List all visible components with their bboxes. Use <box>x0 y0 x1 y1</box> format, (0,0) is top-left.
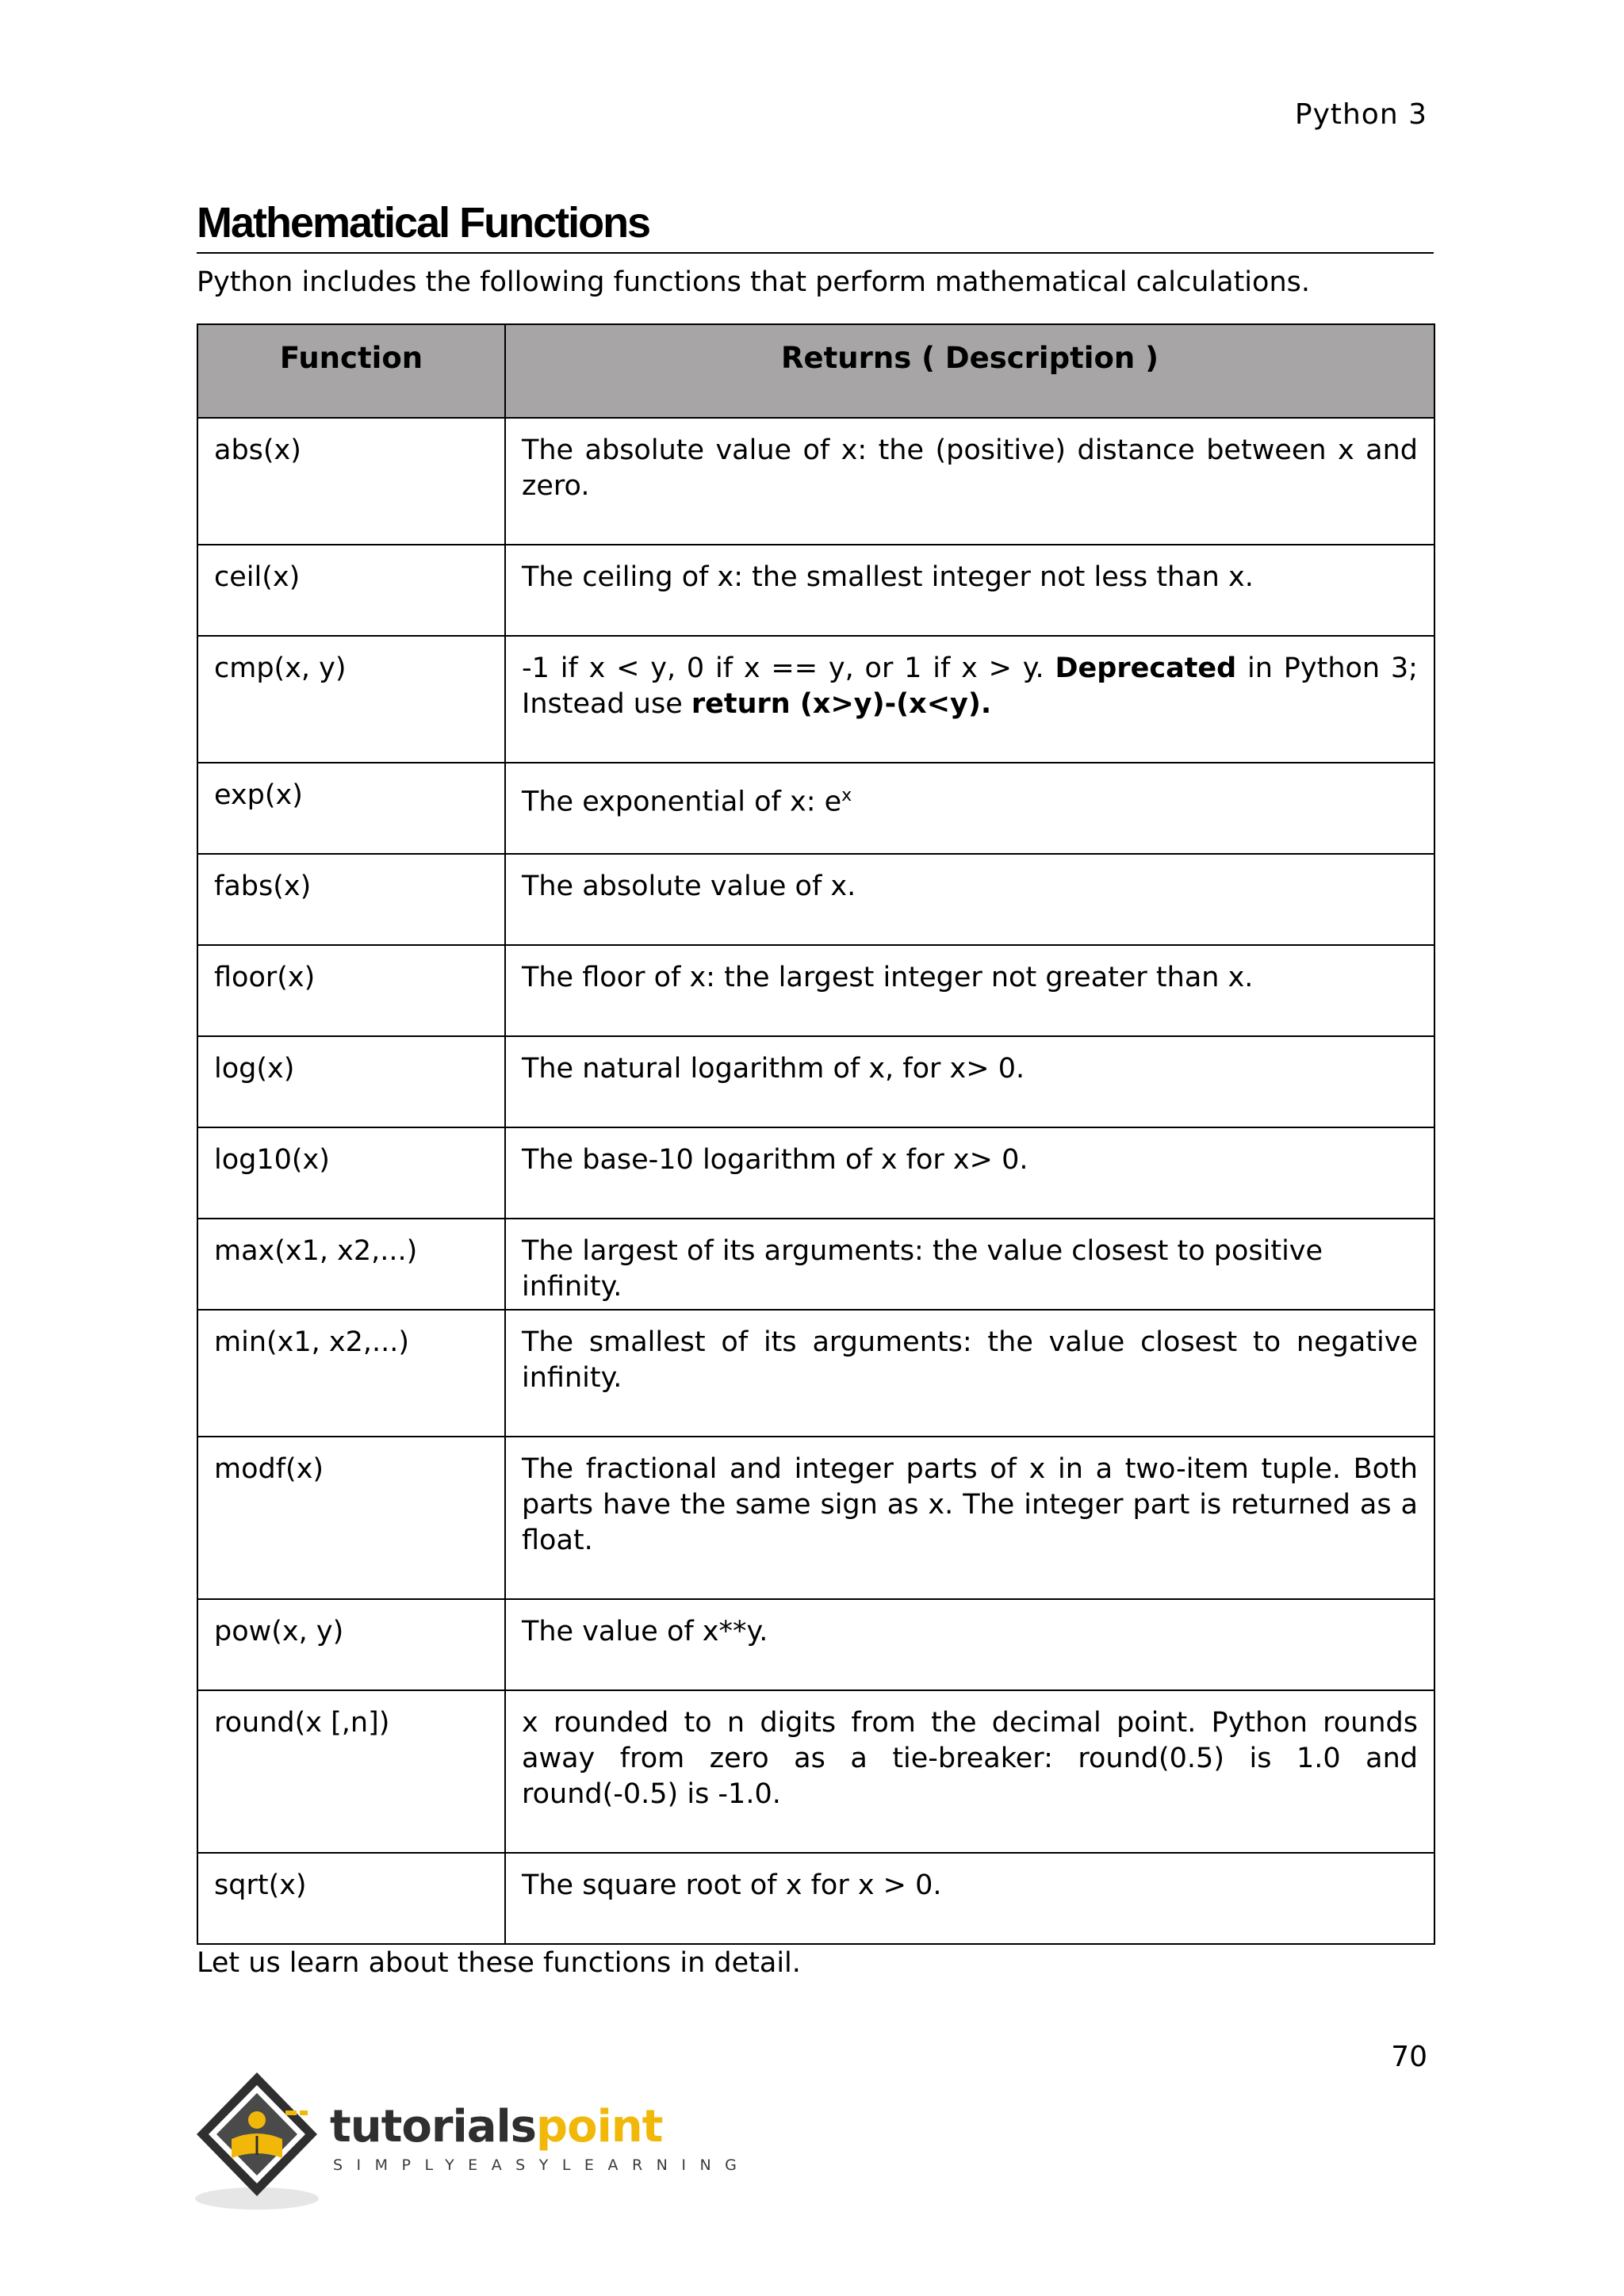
table-row <box>197 1219 1434 1310</box>
description-cell: x rounded to n digits from the decimal point. Python rounds away from zero as a tie-breaker: round(0.5) is 1.0 and round(-0.5) is -1.0. <box>505 1690 1434 1853</box>
function-cell: sqrt(x) <box>197 1853 505 1944</box>
logo-word-dark: tutorials <box>330 2101 537 2152</box>
math-functions-table <box>197 323 1435 1945</box>
tutorialspoint-logo-icon <box>193 2069 328 2212</box>
logo-tagline: SIMPLYEASYLEARNING <box>333 2156 751 2174</box>
description-cell: The fractional and integer parts of x in a two-item tuple. Both parts have the same sign as x. The integer part is returned as a float. <box>505 1437 1434 1599</box>
function-cell: modf(x) <box>197 1437 505 1599</box>
function-cell: log(x) <box>197 1036 505 1127</box>
column-header-description: Returns ( Description ) <box>505 324 1434 418</box>
function-cell: max(x1, x2,...) <box>197 1219 505 1310</box>
logo-wordmark <box>330 2101 662 2152</box>
description-cell: The value of x**y. <box>505 1599 1434 1690</box>
description-cell: The base-10 logarithm of x for x> 0. <box>505 1127 1434 1219</box>
table-row <box>197 945 1434 1036</box>
table-row <box>197 545 1434 636</box>
description-text: The exponential of x: e <box>522 786 842 818</box>
description-text: in Python 3; Instead use <box>522 652 1418 720</box>
table-header-row <box>197 324 1434 418</box>
function-cell: log10(x) <box>197 1127 505 1219</box>
deprecated-label: Deprecated <box>1055 652 1237 684</box>
function-cell: min(x1, x2,...) <box>197 1310 505 1437</box>
tutorialspoint-logo <box>193 2069 751 2212</box>
description-cell: The absolute value of x: the (positive) distance between x and zero. <box>505 418 1434 545</box>
running-header: Python 3 <box>1294 98 1427 131</box>
table-row <box>197 1599 1434 1690</box>
table-row <box>197 763 1434 854</box>
description-cell: The largest of its arguments: the value closest to positive infinity. <box>505 1219 1434 1310</box>
description-cell: The ceiling of x: the smallest integer not less than x. <box>505 545 1434 636</box>
table-row <box>197 1127 1434 1219</box>
description-cell: The floor of x: the largest integer not greater than x. <box>505 945 1434 1036</box>
table-row <box>197 418 1434 545</box>
replacement-expression: return (x>y)-(x<y). <box>691 688 992 720</box>
table-row <box>197 1437 1434 1599</box>
description-text: -1 if x < y, 0 if x == y, or 1 if x > y. <box>522 652 1044 684</box>
description-cell <box>505 763 1434 854</box>
logo-word-accent: point <box>536 2101 663 2152</box>
function-cell: cmp(x, y) <box>197 636 505 763</box>
intro-paragraph: Python includes the following functions that perform mathematical calculations. <box>197 266 1310 298</box>
superscript-exponent: x <box>841 786 852 806</box>
function-cell: exp(x) <box>197 763 505 854</box>
function-cell: abs(x) <box>197 418 505 545</box>
function-cell: round(x [,n]) <box>197 1690 505 1853</box>
table-row <box>197 636 1434 763</box>
column-header-function: Function <box>197 324 505 418</box>
outro-paragraph: Let us learn about these functions in detail. <box>197 1947 801 1979</box>
function-cell: ceil(x) <box>197 545 505 636</box>
table-row <box>197 854 1434 945</box>
section-title: Mathematical Functions <box>197 195 1434 254</box>
table-row <box>197 1853 1434 1944</box>
description-cell: The natural logarithm of x, for x> 0. <box>505 1036 1434 1127</box>
function-cell: floor(x) <box>197 945 505 1036</box>
description-cell: The absolute value of x. <box>505 854 1434 945</box>
function-cell: pow(x, y) <box>197 1599 505 1690</box>
table-row <box>197 1310 1434 1437</box>
page-number: 70 <box>1391 2041 1427 2073</box>
function-cell: fabs(x) <box>197 854 505 945</box>
description-cell: The smallest of its arguments: the value closest to negative infinity. <box>505 1310 1434 1437</box>
description-cell: The square root of x for x > 0. <box>505 1853 1434 1944</box>
table-row <box>197 1036 1434 1127</box>
table-row <box>197 1690 1434 1853</box>
description-cell <box>505 636 1434 763</box>
